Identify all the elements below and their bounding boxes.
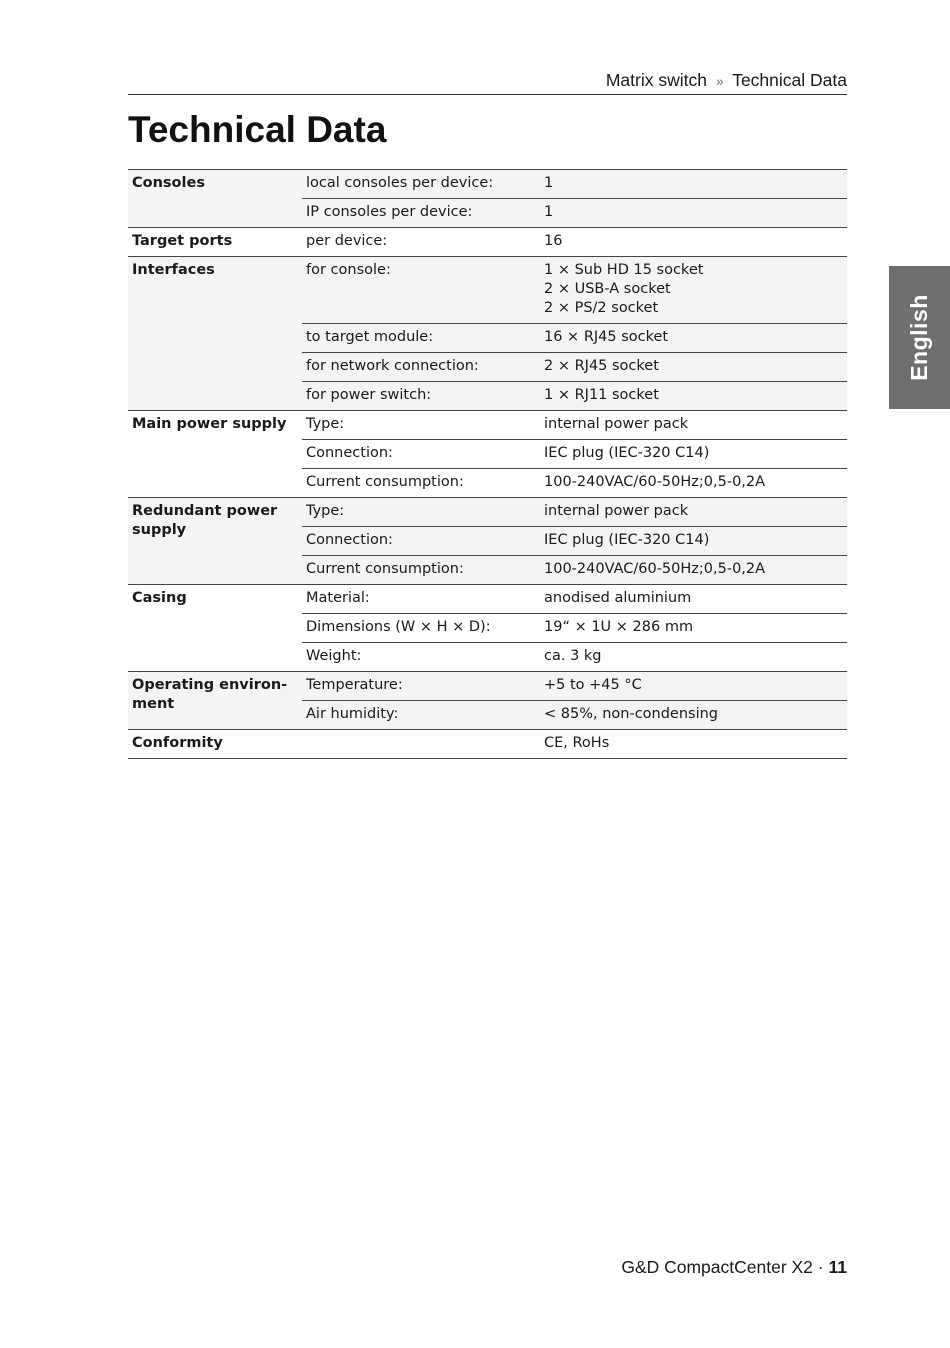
language-tab-label: English — [906, 294, 932, 381]
spec-value-line: 2 × RJ45 socket — [544, 358, 659, 374]
spec-value — [540, 411, 847, 440]
spec-value — [540, 643, 847, 672]
spec-value — [540, 614, 847, 643]
spec-value-line: 2 × PS/2 socket — [544, 300, 659, 316]
group-name: Interfaces — [128, 257, 302, 411]
spec-value — [540, 585, 847, 614]
spec-label: Weight: — [302, 643, 540, 672]
spec-value — [540, 672, 847, 701]
spec-label: local consoles per device: — [302, 170, 540, 199]
spec-value-line: 1 — [544, 204, 554, 220]
spec-row — [128, 228, 847, 257]
spec-row — [128, 585, 847, 614]
running-header — [128, 68, 847, 95]
spec-value-line: 16 × RJ45 socket — [544, 329, 669, 345]
spec-label: Material: — [302, 585, 540, 614]
spec-value — [540, 382, 847, 411]
spec-value-line: ca. 3 kg — [544, 648, 602, 664]
spec-label: for power switch: — [302, 382, 540, 411]
spec-label: Connection: — [302, 527, 540, 556]
spec-value — [540, 353, 847, 382]
group-name: Operating environ-ment — [128, 672, 302, 730]
footer-separator: · — [817, 1257, 824, 1277]
group-name: Casing — [128, 585, 302, 672]
spec-value-line: 100-240VAC/60-50Hz;0,5-0,2A — [544, 561, 766, 577]
spec-value-line: 100-240VAC/60-50Hz;0,5-0,2A — [544, 474, 766, 490]
spec-row — [128, 411, 847, 440]
spec-value-line: < 85%, non-condensing — [544, 706, 719, 722]
spec-value-line: anodised aluminium — [544, 590, 692, 606]
spec-row — [128, 170, 847, 199]
header-subsection: Technical Data — [732, 70, 847, 90]
spec-label: Connection: — [302, 440, 540, 469]
spec-value-line: 16 — [544, 233, 563, 249]
spec-value-line: 1 — [544, 175, 554, 191]
spec-value — [540, 257, 847, 324]
spec-row — [128, 257, 847, 324]
spec-label: Air humidity: — [302, 701, 540, 730]
spec-value — [540, 199, 847, 228]
spec-value — [540, 701, 847, 730]
spec-value — [540, 228, 847, 257]
spec-label: per device: — [302, 228, 540, 257]
spec-label: for console: — [302, 257, 540, 324]
spec-value — [540, 498, 847, 527]
spec-row — [128, 498, 847, 527]
spec-value-line: internal power pack — [544, 416, 689, 432]
spec-value-line: IEC plug (IEC-320 C14) — [544, 445, 710, 461]
group-name: Main power supply — [128, 411, 302, 498]
group-name: Consoles — [128, 170, 302, 228]
spec-value-line: +5 to +45 °C — [544, 677, 642, 693]
footer-product: G&D CompactCenter X2 — [621, 1257, 813, 1277]
header-section: Matrix switch — [605, 70, 707, 90]
spec-value-line: 19“ × 1U × 286 mm — [544, 619, 694, 635]
spec-value-line: 1 × Sub HD 15 socket — [544, 262, 704, 278]
spec-label: Current consumption: — [302, 556, 540, 585]
spec-label: Type: — [302, 411, 540, 440]
spec-label: Type: — [302, 498, 540, 527]
technical-data-table — [128, 169, 847, 759]
language-tab — [889, 266, 950, 409]
spec-label: Temperature: — [302, 672, 540, 701]
group-name: Redundant power supply — [128, 498, 302, 585]
group-name: Conformity — [128, 730, 302, 759]
spec-label: Dimensions (W × H × D): — [302, 614, 540, 643]
spec-value — [540, 324, 847, 353]
spec-value — [540, 170, 847, 199]
spec-label: Current consumption: — [302, 469, 540, 498]
header-separator: » — [715, 73, 724, 89]
spec-value — [540, 469, 847, 498]
spec-label — [302, 730, 540, 759]
spec-label: for network connection: — [302, 353, 540, 382]
spec-value — [540, 440, 847, 469]
page-footer — [621, 1255, 847, 1279]
group-name: Target ports — [128, 228, 302, 257]
spec-value-line: 2 × USB-A socket — [544, 281, 671, 297]
spec-value-line: IEC plug (IEC-320 C14) — [544, 532, 710, 548]
spec-value-line: internal power pack — [544, 503, 689, 519]
spec-value — [540, 556, 847, 585]
spec-value-line: 1 × RJ11 socket — [544, 387, 659, 403]
spec-value — [540, 527, 847, 556]
spec-value — [540, 730, 847, 759]
spec-label: to target module: — [302, 324, 540, 353]
spec-value-line: CE, RoHs — [544, 735, 610, 751]
page-title: Technical Data — [128, 109, 387, 150]
spec-row — [128, 730, 847, 759]
page-number: 11 — [828, 1257, 847, 1277]
spec-row — [128, 672, 847, 701]
spec-label: IP consoles per device: — [302, 199, 540, 228]
